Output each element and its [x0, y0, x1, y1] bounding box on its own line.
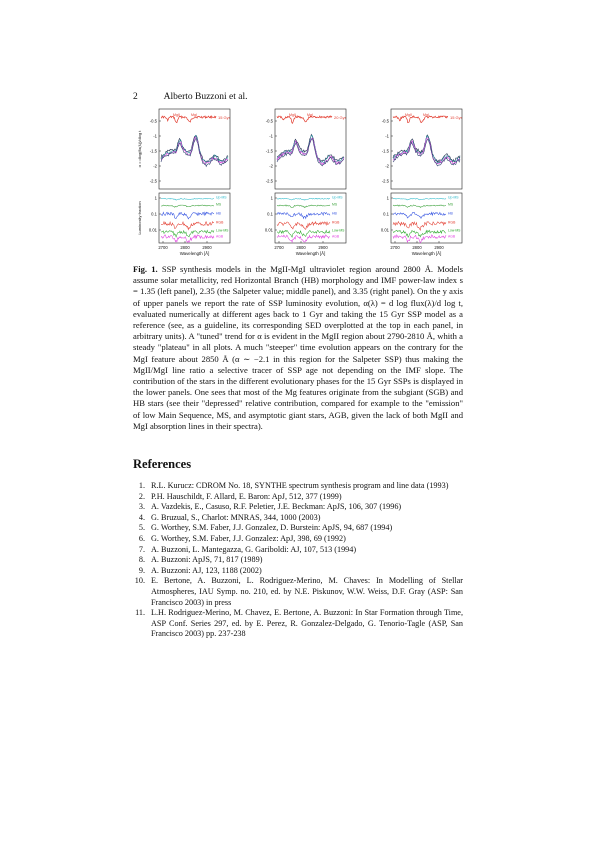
- upper-plot-frame: [275, 109, 346, 189]
- reference-number: 5.: [138, 523, 145, 533]
- y-tick-label: -0.5: [265, 118, 273, 124]
- spectrum-plot: [133, 107, 231, 257]
- line-label-mgii: MgII: [405, 113, 412, 117]
- ssp-evolution-line: [393, 139, 460, 166]
- x-tick-label: 2700: [158, 245, 168, 250]
- reference-text: A. Buzzoni: AJ, 123, 1188 (2002): [151, 565, 262, 575]
- line-label-mgi: MgI: [307, 113, 313, 117]
- y-tick-label: -0.5: [381, 118, 389, 124]
- x-tick-label: 2800: [412, 245, 422, 250]
- caption-text: SSP synthesis models in the MgII-MgI ultraviolet region around 2800 Å. Models assume solar metallicity, red Horizontal Branch (HB) morphology and IMF power-law index s = 1.35 (left panel), 2.35 (the Salpeter value; middle panel), and 3.35 (right panel). On the y axis of upper panels we report the rate of SSP luminosity evolution, α(λ) = d log flux(λ)/d log t, evaluated numerically at different ages back to 1 Gyr and taking the 15 Gyr SSP model as a reference (see, as a guideline, its corresponding SED overplotted at the top in each panel, in arbitrary units). A "tuned" trend for α is evident in the MgII region about 2790-2810 Å, whith a steady "plateau" in all plots. A much "steeper" time evolution appears on the contrary for the MgI feature about 2850 Å (α ∼ −2.1 in this region for the Salpeter SSP) thus making the MgII/MgI line ratio a selective tracer of SSP age not depending on the IMF slope. The contribution of the stars in the different evolutionary phases for the 15 Gyr SSPs is displayed in the lower panels. One sees that most of the Mg features originate from the subgiant (SGB) and HB stars (see their "depressed" relative contribution, compared for example to the "emission" of low Main Sequence, MS, and asymptotic giant stars, AGB, given the lack of both MgII and MgI absorption lines in their spectra).: [133, 264, 463, 431]
- line-label-mgi: MgI: [423, 113, 429, 117]
- x-axis-label: Wavelength [Å]: [179, 251, 210, 256]
- legend-entry: MS: [448, 202, 454, 207]
- spectrum-plot: [249, 107, 347, 257]
- rgb-line: [277, 222, 330, 230]
- legend-entry: RGB: [332, 220, 340, 225]
- upper-plot-frame: [391, 109, 462, 189]
- reference-number: 8.: [138, 555, 145, 565]
- y-tick-label: 0.01: [380, 227, 389, 233]
- y-tick-label: -1.5: [381, 148, 389, 154]
- references-heading: References: [133, 457, 192, 471]
- y-tick-label: -1.5: [149, 148, 157, 154]
- y-tick-label: 1: [154, 195, 157, 201]
- y-tick-label: -2.5: [381, 178, 389, 184]
- upper-y-axis-label: α = dlog(flx(λ))/dlog t: [137, 130, 142, 168]
- reference-item: [133, 608, 463, 640]
- legend-entry: AGB: [448, 234, 456, 239]
- reference-number: 2.: [138, 491, 145, 501]
- reference-text: G. Worthey, S.M. Faber, J.J. Gonzalez: ApJ, 398, 69 (1992): [151, 533, 346, 543]
- figure-caption: [133, 264, 463, 432]
- x-tick-label: 2800: [180, 245, 190, 250]
- legend-entry: Up-MS: [332, 195, 343, 200]
- legend-entry: AGB: [332, 234, 340, 239]
- rgb-line: [393, 222, 446, 231]
- ms-line: [277, 205, 330, 208]
- legend-entry: Low-MS: [448, 228, 461, 233]
- hb-line: [393, 212, 446, 218]
- y-tick-label: -1: [153, 133, 157, 139]
- reference-item: [133, 502, 463, 513]
- y-tick-label: -1.5: [265, 148, 273, 154]
- x-axis-label: Wavelength [Å]: [411, 251, 442, 256]
- age-label: 15 Gyr: [218, 115, 231, 120]
- reference-number: 6.: [138, 533, 145, 543]
- reference-item: [133, 545, 463, 556]
- x-tick-label: 2900: [318, 245, 328, 250]
- ssp-evolution-line: [277, 135, 344, 163]
- y-tick-label: -1: [269, 133, 273, 139]
- reference-text: E. Bertone, A. Buzzoni, L. Rodriguez-Merino, M. Chaves: In Modelling of Stellar Atmospheres, IAU Symp. no. 210, ed. by N.E. Piskunov, W.W. Weiss, D.F. Gray (ASP: San Francisco 2003) in press: [151, 576, 463, 607]
- reference-text: P.H. Hauschildt, F. Allard, E. Baron: ApJ, 512, 377 (1999): [151, 491, 342, 501]
- legend-entry: AGB: [216, 234, 224, 239]
- agb-line: [393, 235, 446, 243]
- hb-line: [277, 212, 330, 218]
- lower-y-axis-label: Luminosity fraction: [137, 201, 142, 235]
- reference-text: A. Buzzoni, L. Mantegazza, G. Gariboldi: AJ, 107, 513 (1994): [151, 544, 357, 554]
- y-tick-label: -2: [385, 163, 389, 169]
- line-label-mgi: MgI: [191, 113, 197, 117]
- page-number: 2: [133, 92, 138, 102]
- reference-sed-line: [161, 116, 216, 123]
- legend-entry: Low-MS: [332, 228, 345, 233]
- y-tick-label: 0.1: [151, 211, 157, 217]
- legend-entry: RGB: [216, 220, 224, 225]
- y-tick-label: -2.5: [149, 178, 157, 184]
- reference-number: 3.: [138, 502, 145, 512]
- spectrum-plot: [365, 107, 463, 257]
- legend-entry: HB: [216, 211, 221, 216]
- x-tick-label: 2700: [274, 245, 284, 250]
- legend-entry: MS: [216, 202, 222, 207]
- ssp-evolution-line: [393, 136, 460, 164]
- page-header: [133, 92, 248, 102]
- legend-entry: MS: [332, 202, 338, 207]
- y-tick-label: 1: [386, 195, 389, 201]
- rgb-line: [161, 222, 214, 230]
- reference-number: 11.: [135, 608, 145, 618]
- up-ms-line: [277, 198, 330, 200]
- reference-number: 4.: [138, 512, 145, 522]
- figure-panel-right: [365, 107, 463, 257]
- reference-text: R.L. Kurucz: CDROM No. 18, SYNTHE spectrum synthesis program and line data (1993): [151, 481, 449, 490]
- x-tick-label: 2700: [390, 245, 400, 250]
- reference-text: G. Bruzual, S., Charlot: MNRAS, 344, 1000 (2003): [151, 512, 321, 522]
- running-authors: Alberto Buzzoni et al.: [163, 92, 248, 102]
- agb-line: [277, 235, 330, 242]
- ms-line: [161, 205, 214, 207]
- age-label: 15 Gyr: [450, 115, 463, 120]
- reference-sed-line: [277, 116, 332, 124]
- x-tick-label: 2800: [296, 245, 306, 250]
- figure-1: [133, 107, 463, 257]
- caption-label: Fig. 1.: [133, 264, 158, 274]
- figure-panel-middle: [249, 107, 347, 257]
- up-ms-line: [161, 198, 214, 200]
- reference-text: A. Vazdekis, E., Casuso, R.F. Peletier, J.E. Beckman: ApJS, 106, 307 (1996): [151, 502, 402, 512]
- line-label-mgii: MgII: [289, 113, 296, 117]
- reference-item: [133, 492, 463, 503]
- reference-item: [133, 576, 463, 608]
- y-tick-label: -1: [385, 133, 389, 139]
- y-tick-label: 0.01: [264, 227, 273, 233]
- y-tick-label: 0.01: [148, 227, 157, 233]
- reference-text: L.H. Rodriguez-Merino, M. Chavez, E. Bertone, A. Buzzoni: In Star Formation through Time, ASP Conf. Series 297, ed. by E. Perez, R. Gonzalez-Delgado, G. Tenorio-Tagle (ASP, San Francisco 2003) pp. 237-238: [151, 608, 463, 639]
- legend-entry: Low-MS: [216, 228, 229, 233]
- reference-item: [133, 513, 463, 524]
- x-tick-label: 2900: [434, 245, 444, 250]
- reference-text: G. Worthey, S.M. Faber, J.J. Gonzalez, D. Burstein: ApJS, 94, 687 (1994): [151, 523, 393, 533]
- up-ms-line: [393, 198, 446, 200]
- reference-text: A. Buzzoni: ApJS, 71, 817 (1989): [151, 555, 263, 565]
- reference-number: 9.: [138, 565, 145, 575]
- ssp-evolution-line: [161, 138, 228, 166]
- y-tick-label: -2: [153, 163, 157, 169]
- reference-number: 1.: [138, 481, 145, 490]
- line-label-mgii: MgII: [173, 113, 180, 117]
- reference-item: [133, 481, 463, 492]
- reference-item: [133, 566, 463, 577]
- y-tick-label: -2: [269, 163, 273, 169]
- figure-panel-left: [133, 107, 231, 257]
- reference-number: 7.: [138, 544, 145, 554]
- legend-entry: Up-MS: [448, 195, 459, 200]
- legend-entry: Up-MS: [216, 195, 227, 200]
- legend-entry: HB: [448, 211, 453, 216]
- reference-item: [133, 555, 463, 566]
- ms-line: [393, 205, 446, 208]
- y-tick-label: 1: [270, 195, 273, 201]
- reference-item: [133, 523, 463, 534]
- reference-list: [133, 481, 463, 640]
- low-ms-line: [393, 230, 446, 237]
- y-tick-label: 0.1: [267, 211, 273, 217]
- reference-number: 10.: [134, 576, 145, 586]
- hb-line: [161, 212, 214, 219]
- reference-sed-line: [393, 116, 448, 123]
- y-tick-label: -0.5: [149, 118, 157, 124]
- upper-plot-frame: [159, 109, 230, 189]
- y-tick-label: 0.1: [383, 211, 389, 217]
- age-label: 20 Gyr: [334, 115, 347, 120]
- reference-item: [133, 534, 463, 545]
- x-axis-label: Wavelength [Å]: [295, 251, 326, 256]
- y-tick-label: -2.5: [265, 178, 273, 184]
- legend-entry: HB: [332, 211, 337, 216]
- legend-entry: RGB: [448, 220, 456, 225]
- x-tick-label: 2900: [202, 245, 212, 250]
